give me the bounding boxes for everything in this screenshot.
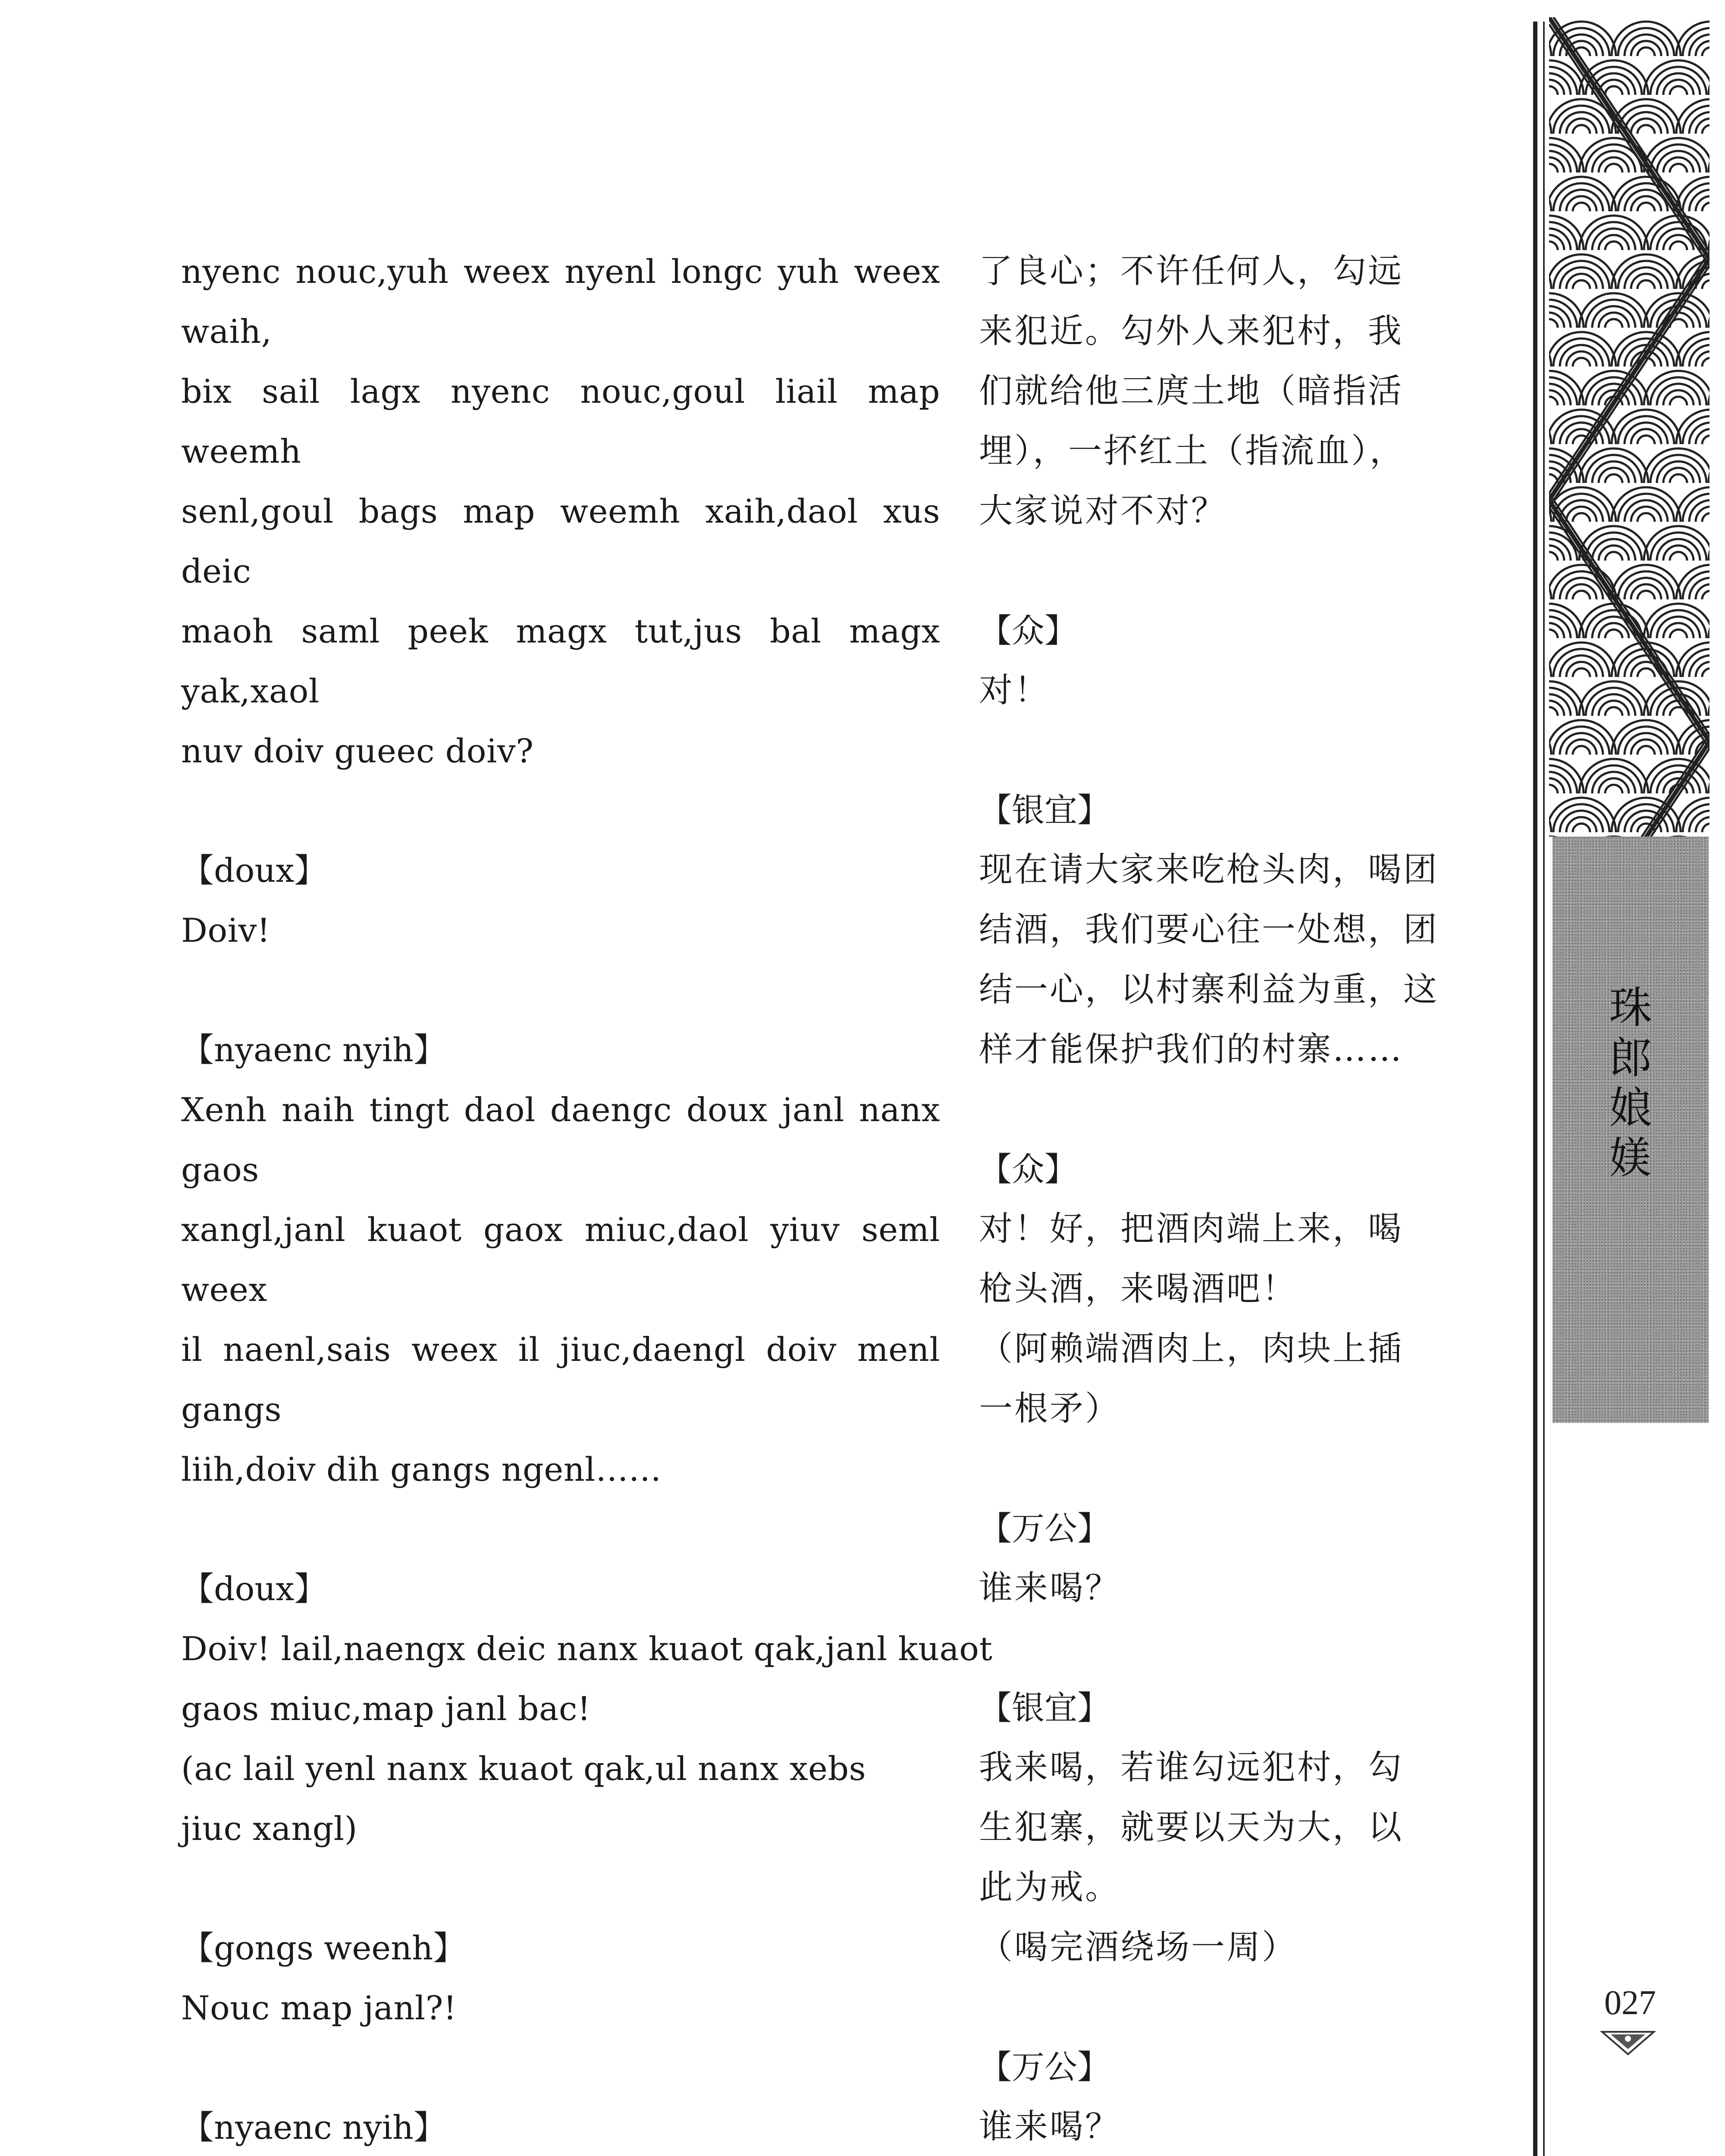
cloud-arc — [1579, 216, 1648, 250]
dialogue-line: 结酒，我们要心往一处想，团 — [979, 910, 1439, 949]
cloud-arc — [1599, 623, 1629, 638]
cloud-arc — [1612, 410, 1681, 444]
cloud-arc — [1549, 86, 1558, 95]
dong-text-column — [181, 241, 993, 2156]
cloud-arc — [1566, 351, 1596, 367]
dialogue-line: 谁来喝？ — [979, 1569, 1121, 1608]
cloud-arc — [1549, 604, 1584, 638]
cloud-arc — [1702, 280, 1709, 289]
cloud-arc — [1579, 759, 1648, 793]
cloud-arc — [1579, 681, 1648, 716]
title-char: 郎 — [1609, 1033, 1652, 1083]
cloud-arc — [1637, 436, 1655, 444]
cloud-arc — [1599, 545, 1629, 561]
cloud-arc — [1702, 513, 1709, 522]
cloud-arc — [1566, 817, 1596, 832]
dialogue-line: il naenl,sais weex il jiuc,daengl doiv menl gangs — [181, 1330, 940, 1429]
cloud-arc — [1549, 293, 1584, 328]
dialogue-line: 了良心；不许任何人，勾远 — [979, 252, 1404, 291]
dialogue-line: maoh saml peek magx tut,jus bal magx yak,xaol — [181, 612, 940, 710]
cloud-arc — [1566, 740, 1596, 755]
cloud-arc — [1637, 513, 1655, 522]
speaker-label: 【doux】 — [181, 1570, 327, 1608]
dialogue-line: Doiv! — [181, 911, 270, 950]
cloud-arc — [1605, 164, 1622, 172]
dialogue-line: 生犯寨，就要以天为大，以 — [979, 1808, 1404, 1847]
cloud-arc — [1637, 280, 1655, 289]
cloud-arc — [1670, 397, 1687, 405]
cloud-arc — [1549, 785, 1558, 793]
cloud-arc — [1663, 235, 1694, 250]
dialogue-line: Nouc map janl?! — [181, 1989, 457, 2027]
cloud-arc — [1612, 720, 1681, 755]
title-char: 娘 — [1609, 1083, 1652, 1133]
cloud-arc — [1573, 746, 1590, 755]
cloud-arc — [1663, 468, 1694, 483]
cloud-arc — [1579, 293, 1648, 328]
cloud-arc — [1573, 203, 1590, 211]
cloud-arc — [1599, 468, 1629, 483]
cloud-arc — [1599, 701, 1629, 716]
cloud-arc — [1618, 727, 1674, 755]
page-number-ornament-icon — [1600, 2027, 1656, 2057]
margin-rule-thick — [1533, 22, 1537, 2156]
cloud-arc — [1637, 203, 1655, 211]
cloud-arc — [1637, 746, 1655, 755]
title-char: 媄 — [1609, 1133, 1652, 1183]
dialogue-line: 埋），一抔红土（指流血）， — [979, 432, 1405, 470]
cloud-arc — [1605, 86, 1622, 95]
dialogue-line: nuv doiv gueec doiv? — [181, 732, 534, 770]
title-char: 珠 — [1609, 983, 1652, 1033]
dialogue-block — [979, 1678, 1449, 1977]
cloud-arc — [1612, 254, 1681, 289]
dialogue-line: 谁来喝？ — [979, 2107, 1121, 2146]
dialogue-line: 们就给他三庹土地（暗指活 — [979, 372, 1404, 411]
dialogue-block — [181, 1559, 993, 1858]
speaker-label: 【nyaenc nyih】 — [181, 2108, 446, 2147]
cloud-arc — [1599, 235, 1629, 250]
cloud-arc — [1663, 157, 1694, 172]
dialogue-line: 对！ — [979, 671, 1050, 710]
cloud-arc — [1618, 261, 1674, 289]
cloud-arc — [1637, 668, 1655, 677]
stage-direction: 一根矛） — [979, 1389, 1121, 1428]
cloud-arc — [1605, 474, 1622, 483]
dialogue-block — [181, 1918, 940, 2038]
cloud-arc — [1549, 138, 1584, 172]
cloud-arc — [1573, 824, 1590, 832]
cloud-arc — [1618, 106, 1674, 134]
cloud-arc — [1549, 164, 1558, 172]
dialogue-block — [979, 780, 1449, 1080]
cloud-arc — [1599, 313, 1629, 328]
cloud-arc — [1566, 584, 1596, 599]
dialogue-block — [181, 840, 940, 960]
cloud-arc — [1573, 358, 1590, 367]
dialogue-line: liih,doiv dih gangs ngenl…… — [181, 1450, 662, 1489]
cloud-arc — [1549, 319, 1558, 328]
cloud-arc — [1702, 203, 1709, 211]
dialogue-line: 结一心，以村寨利益为重，这 — [979, 970, 1439, 1009]
cloud-arc — [1702, 668, 1709, 677]
dialogue-line: 对！好，把酒肉端上来，喝 — [979, 1210, 1404, 1248]
cloud-arc — [1670, 630, 1687, 638]
cloud-arc — [1549, 371, 1584, 405]
dialogue-block — [979, 2037, 1449, 2156]
speaker-label: 【银宜】 — [979, 791, 1110, 829]
dialogue-line: 来犯近。勾外人来犯村，我 — [979, 312, 1404, 351]
cloud-arc — [1549, 630, 1558, 638]
cloud-arc — [1573, 513, 1590, 522]
cloud-arc — [1663, 390, 1694, 405]
cloud-arc — [1573, 125, 1590, 134]
dialogue-block — [181, 2097, 940, 2156]
dialogue-line: 我来喝，若谁勾远犯村，勾 — [979, 1748, 1404, 1787]
cloud-arc — [1670, 241, 1687, 250]
stage-direction: jiuc xangl) — [181, 1809, 358, 1848]
speaker-label: 【银宜】 — [979, 1689, 1110, 1727]
cloud-arc — [1566, 119, 1596, 134]
speaker-label: 【万公】 — [979, 2048, 1110, 2086]
cloud-arc — [1605, 707, 1622, 716]
cloud-arc — [1605, 785, 1622, 793]
dialogue-block — [979, 1498, 1449, 1618]
cloud-arc — [1566, 196, 1596, 211]
cloud-arc — [1573, 280, 1590, 289]
dialogue-line: senl,goul bags map weemh xaih,daol xus deic — [181, 492, 940, 590]
cloud-arc — [1599, 157, 1629, 172]
stage-direction: (ac lail yenl nanx kuaot qak,ul nanx xebs — [181, 1749, 866, 1788]
cloud-arc — [1702, 47, 1709, 56]
speaker-label: 【众】 — [979, 611, 1077, 650]
dialogue-line: gaos miuc,map janl bac! — [181, 1689, 591, 1728]
dialogue-block — [979, 601, 1449, 721]
cloud-arc — [1549, 707, 1558, 716]
cloud-arc — [1618, 28, 1674, 56]
cloud-arc — [1549, 552, 1558, 561]
cloud-arc — [1599, 778, 1629, 793]
dialogue-line: 样才能保护我们的村寨…… — [979, 1030, 1404, 1069]
cloud-arc — [1702, 125, 1709, 134]
cloud-arc — [1702, 824, 1709, 832]
dialogue-block — [979, 1139, 1449, 1439]
cloud-arc — [1670, 164, 1687, 172]
cloud-arc — [1637, 125, 1655, 134]
dialogue-block — [181, 1020, 940, 1499]
margin-rule-thin — [1543, 22, 1545, 2156]
stage-direction: （阿赖端酒肉上，肉块上插 — [979, 1329, 1404, 1368]
cloud-arc — [1618, 494, 1674, 522]
book-title-vertical — [1552, 983, 1709, 1183]
dialogue-line: xangl,janl kuaot gaox miuc,daol yiuv seml weex — [181, 1210, 940, 1309]
speaker-label: 【gongs weenh】 — [181, 1929, 466, 1967]
dialogue-line: 枪头酒，来喝酒吧！ — [979, 1269, 1298, 1308]
cloud-arc — [1566, 662, 1596, 677]
cloud-arc — [1618, 416, 1674, 444]
cloud-arc — [1566, 507, 1596, 522]
speaker-label: 【万公】 — [979, 1509, 1110, 1548]
dialogue-block — [181, 241, 940, 781]
stage-direction: （喝完酒绕场一周） — [979, 1928, 1298, 1967]
cloud-arc — [1637, 591, 1655, 599]
cloud-arc — [1549, 681, 1584, 716]
dialogue-line: 此为戒。 — [979, 1868, 1121, 1907]
dialogue-line: 大家说对不对？ — [979, 492, 1227, 530]
cloud-arc — [1670, 474, 1687, 483]
cloud-pattern-ornament — [1549, 17, 1709, 837]
speaker-label: 【doux】 — [181, 851, 327, 890]
cloud-arc — [1573, 668, 1590, 677]
cloud-arc — [1605, 552, 1622, 561]
cloud-arc — [1549, 397, 1558, 405]
dialogue-line: nyenc nouc,yuh weex nyenl longc yuh weex waih, — [181, 252, 940, 351]
cloud-arc — [1663, 80, 1694, 95]
cloud-arc — [1612, 487, 1681, 522]
dialogue-line: Doiv! lail,naengx deic nanx kuaot qak,janl kuaot — [181, 1630, 993, 1668]
cloud-arc — [1549, 216, 1584, 250]
cloud-arc — [1612, 22, 1681, 56]
dialogue-line: bix sail lagx nyenc nouc,goul liail map weemh — [181, 372, 940, 470]
cloud-arc — [1573, 591, 1590, 599]
cloud-arc — [1670, 552, 1687, 561]
dialogue-block — [979, 241, 1449, 541]
cloud-arc — [1702, 591, 1709, 599]
cloud-arc — [1549, 759, 1584, 793]
cloud-arc — [1605, 241, 1622, 250]
cloud-arc — [1702, 358, 1709, 367]
dialogue-line: Xenh naih tingt daol daengc doux janl nanx gaos — [181, 1091, 940, 1189]
cloud-arc — [1670, 86, 1687, 95]
cloud-arc — [1663, 545, 1694, 561]
chinese-text-column — [979, 241, 1449, 2156]
cloud-arc — [1612, 565, 1681, 599]
page-number: 027 — [1604, 1984, 1656, 2022]
cloud-arc — [1549, 60, 1584, 95]
cloud-arc — [1663, 623, 1694, 638]
cloud-arc — [1605, 319, 1622, 328]
speaker-label: 【众】 — [979, 1150, 1077, 1188]
dialogue-line: 现在请大家来吃枪头肉，喝团 — [979, 850, 1439, 889]
cloud-arc — [1637, 47, 1655, 56]
cloud-arc — [1605, 630, 1622, 638]
cloud-arc — [1702, 436, 1709, 444]
speaker-label: 【nyaenc nyih】 — [181, 1031, 446, 1069]
cloud-arc — [1549, 241, 1558, 250]
cloud-arc — [1618, 571, 1674, 599]
cloud-arc — [1566, 274, 1596, 289]
cloud-arc — [1579, 448, 1648, 483]
